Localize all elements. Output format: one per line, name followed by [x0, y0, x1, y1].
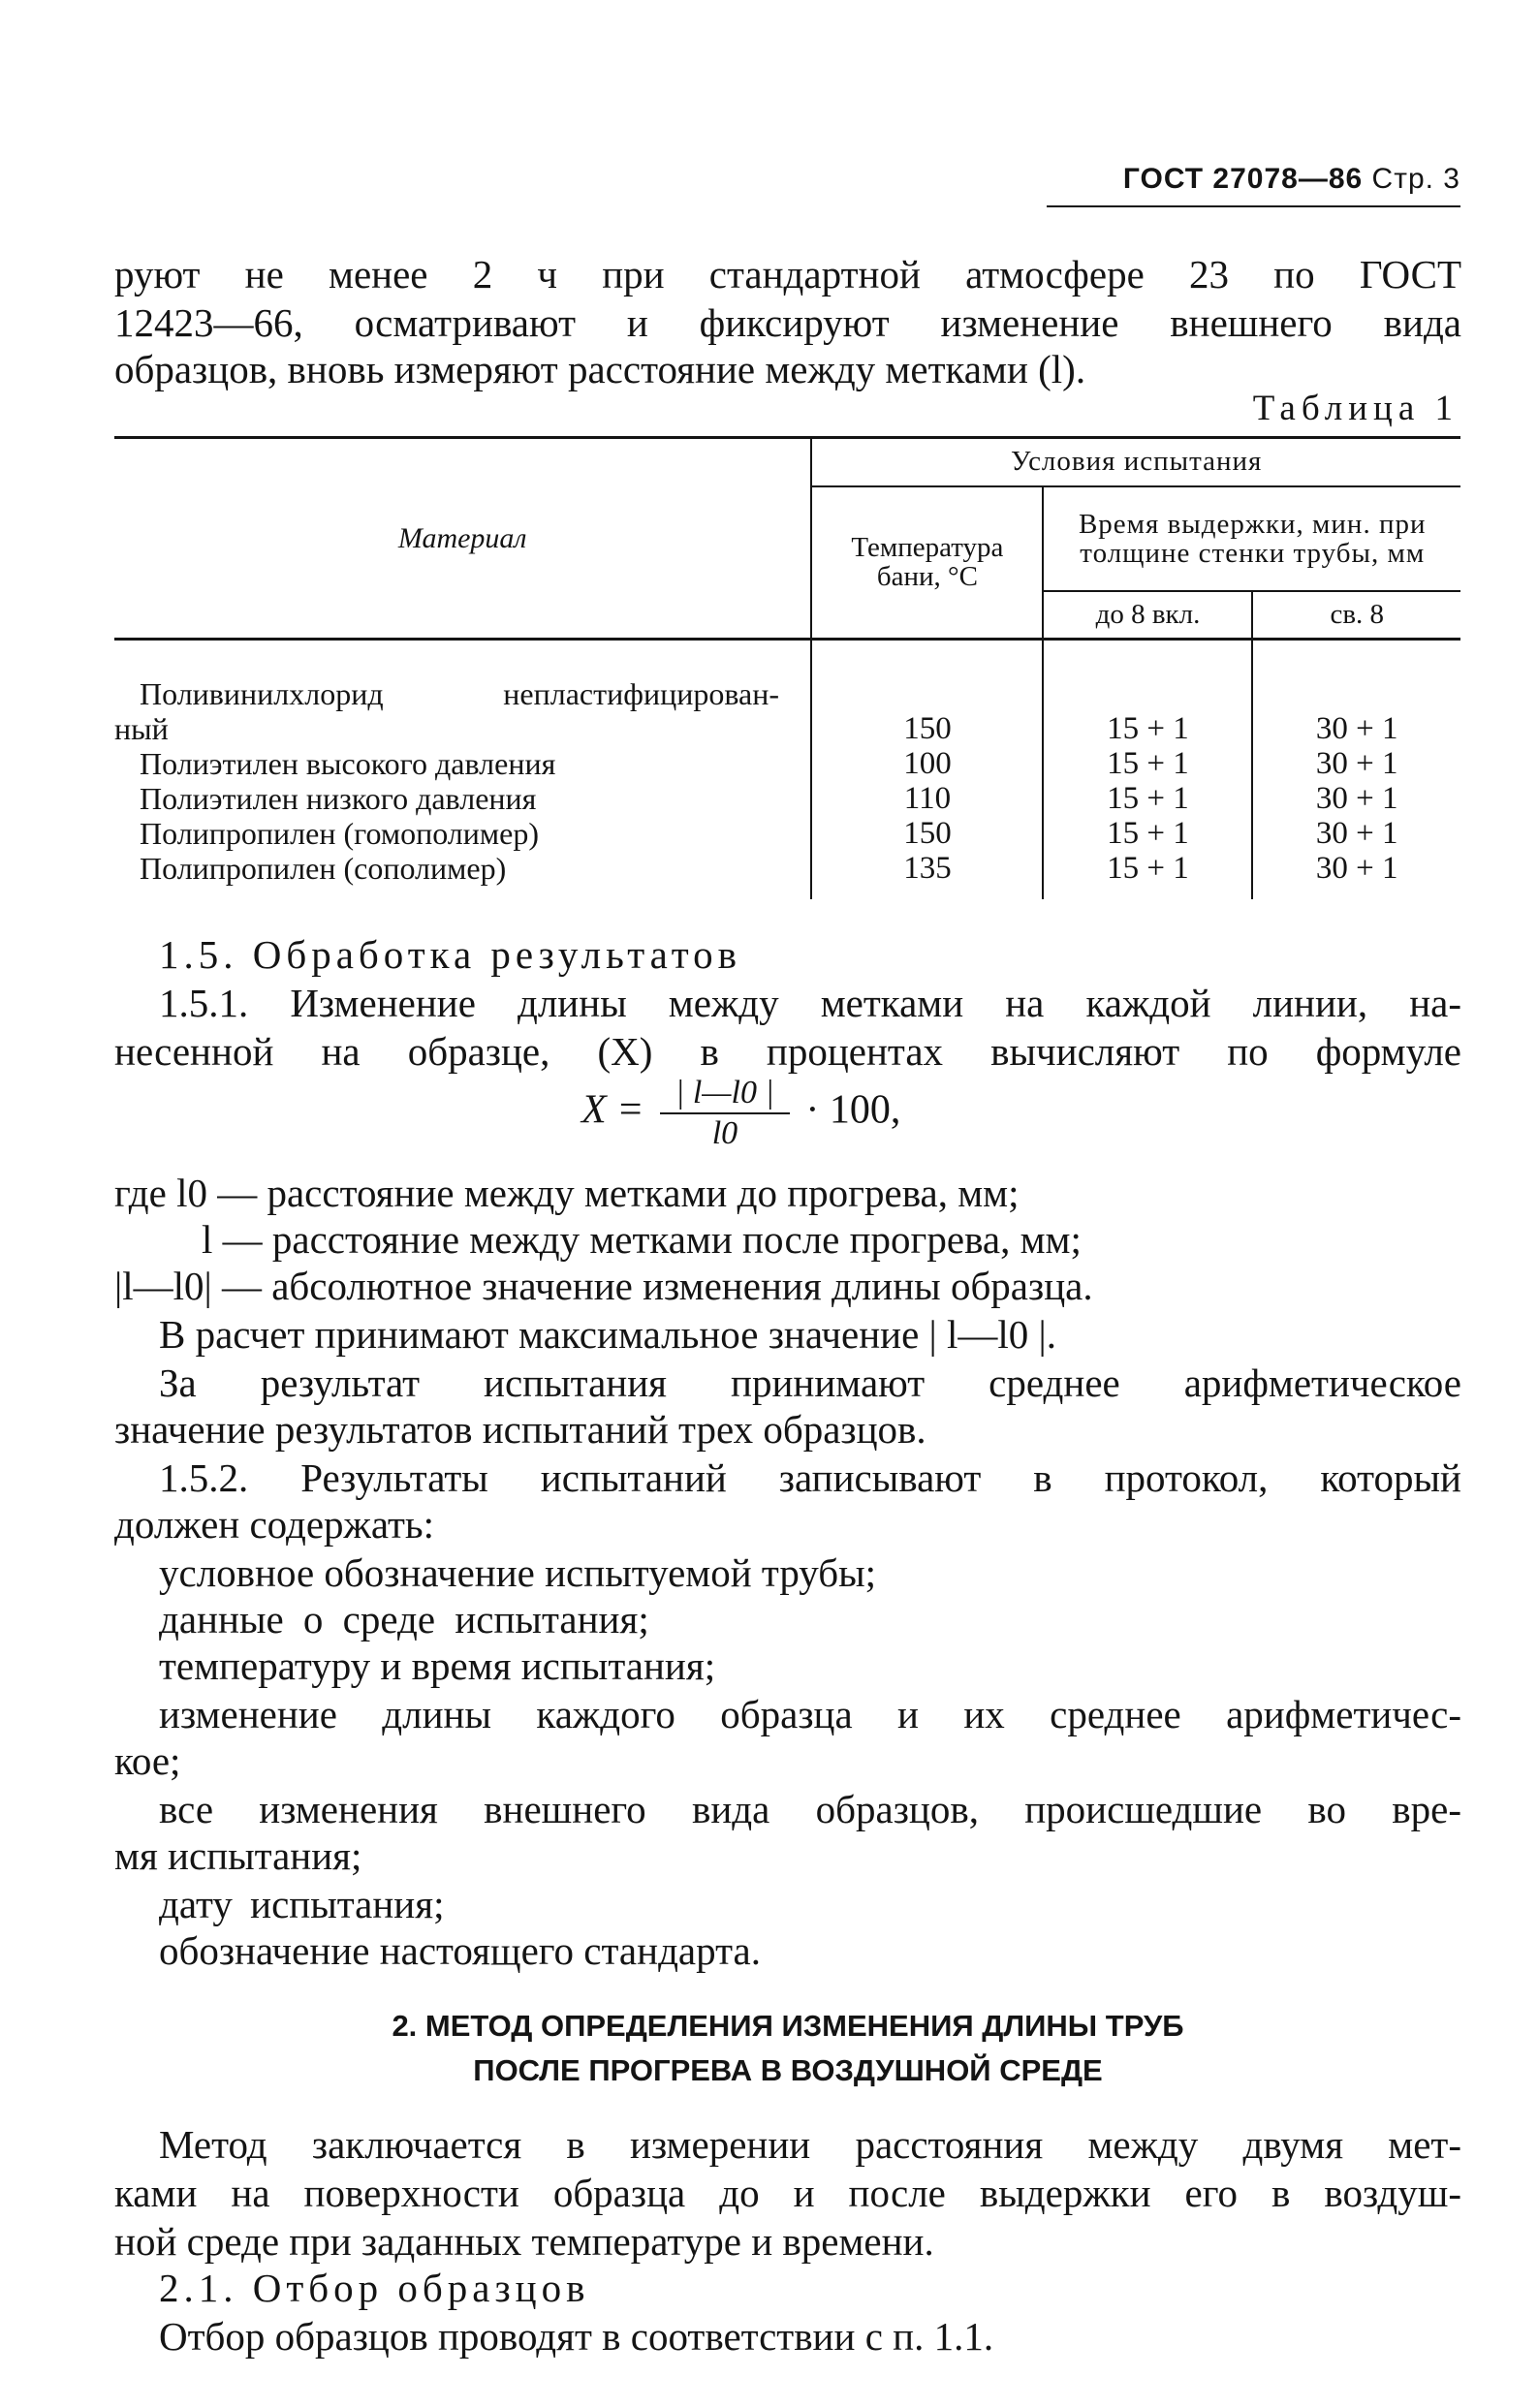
- table-row-material: Полипропилен (гомополимер): [140, 815, 539, 851]
- table-cell-over8: 30 + 1: [1252, 659, 1460, 746]
- formula-numerator: | l—l0 |: [660, 1074, 790, 1114]
- table-cell-upto8: 15 + 1: [1043, 781, 1252, 816]
- list-item-5-line-2: мя испытания;: [114, 1833, 362, 1878]
- section-1-5-heading: 1.5. Обработка результатов: [159, 932, 742, 977]
- para-1-5-2-line-1: 1.5.2. Результаты испытаний записывают в протокол, который: [159, 1455, 1461, 1500]
- section-2-title-line-1: 2. МЕТОД ОПРЕДЕЛЕНИЯ ИЗМЕНЕНИЯ ДЛИНЫ ТРУБ: [392, 2009, 1184, 2043]
- intro-line-2: 12423—66, осматривают и фиксируют изменение внешнего вида: [114, 300, 1461, 345]
- where-line-2: l — расстояние между метками после прогрева, мм;: [202, 1217, 1082, 1262]
- col-upto8-header: до 8 вкл.: [1043, 591, 1252, 640]
- list-item-7: обозначение настоящего стандарта.: [159, 1928, 761, 1973]
- section-2-para-line-2: ками на поверхности образца до и после выдержки его в воздуш-: [114, 2171, 1461, 2215]
- table-cell-over8: 30 + 1: [1252, 746, 1460, 781]
- test-conditions-table: [114, 436, 1460, 899]
- table-row-material: Полиэтилен низкого давления: [140, 780, 537, 816]
- para-1-5-1-line-2: несенной на образце, (X) в процентах вычисляют по формуле: [114, 1029, 1461, 1074]
- table-cell-temp: 150: [811, 659, 1043, 746]
- table-cell-temp: 135: [811, 851, 1043, 886]
- table-cell-temp: 150: [811, 816, 1043, 851]
- table-cell-over8: 30 + 1: [1252, 816, 1460, 851]
- page-header: [1123, 163, 1460, 196]
- col-over8-header: св. 8: [1252, 591, 1460, 640]
- header-standard: ГОСТ 27078—86: [1122, 163, 1364, 195]
- col-material-header: Материал: [114, 438, 811, 640]
- section-2-1-text: Отбор образцов проводят в соответствии с п. 1.1.: [159, 2314, 994, 2359]
- intro-line-3: образцов, вновь измеряют расстояние между метками (l).: [114, 347, 1086, 391]
- list-item-3: температуру и время испытания;: [159, 1643, 716, 1688]
- section-2-para-line-1: Метод заключается в измерении расстояния между двумя мет-: [159, 2122, 1461, 2167]
- where-line-3: |l—l0| — абсолютное значение изменения длины образца.: [114, 1264, 1093, 1308]
- table-row-material: Полипропилен (сополимер): [140, 850, 507, 886]
- table-cell-upto8: 15 + 1: [1043, 659, 1252, 746]
- table-caption: Таблица 1: [1252, 389, 1459, 428]
- header-page: Стр. 3: [1371, 163, 1460, 195]
- table-cell-over8: 30 + 1: [1252, 851, 1460, 886]
- table-cell-upto8: 15 + 1: [1043, 816, 1252, 851]
- where-line-1: где l0 — расстояние между метками до прогрева, мм;: [114, 1171, 1020, 1215]
- list-item-1: условное обозначение испытуемой трубы;: [159, 1550, 877, 1595]
- section-2-1-heading: 2.1. Отбор образцов: [159, 2266, 590, 2310]
- table-cell-upto8: 15 + 1: [1043, 746, 1252, 781]
- max-value-line: В расчет принимают максимальное значение | l—l0 |.: [159, 1312, 1057, 1357]
- formula: [581, 1074, 900, 1153]
- list-item-4-line-2: кое;: [114, 1738, 181, 1783]
- formula-fraction: [660, 1074, 790, 1153]
- header-rule: [1047, 205, 1460, 207]
- table-cell-temp: 100: [811, 746, 1043, 781]
- para-1-5-1-line-1: 1.5.1. Изменение длины между метками на каждой линии, на-: [159, 981, 1461, 1025]
- table-cell-upto8: 15 + 1: [1043, 851, 1252, 886]
- para-1-5-2-line-2: должен содержать:: [114, 1502, 435, 1547]
- result-line-2: значение результатов испытаний трех образцов.: [114, 1407, 926, 1452]
- formula-denominator: l0: [711, 1115, 738, 1151]
- col-temp-header: Температура бани, °С: [811, 486, 1043, 640]
- col-conditions-header: Условия испытания: [811, 438, 1460, 486]
- list-item-2: данные о среде испытания;: [159, 1597, 649, 1642]
- table-cell-temp: 110: [811, 781, 1043, 816]
- result-line-1: За результат испытания принимают среднее арифметическое: [159, 1360, 1461, 1405]
- formula-tail: · 100,: [805, 1087, 901, 1133]
- table-cell-over8: 30 + 1: [1252, 781, 1460, 816]
- list-item-6: дату испытания;: [159, 1882, 445, 1926]
- list-item-4-line-1: изменение длины каждого образца и их среднее арифметичес-: [159, 1692, 1461, 1736]
- table-row-material: Поливинилхлорид непластифицирован- ный: [114, 675, 779, 746]
- formula-lhs: X =: [581, 1087, 644, 1133]
- list-item-5-line-1: все изменения внешнего вида образцов, происшедшие во вре-: [159, 1787, 1461, 1831]
- table-row-material: Полиэтилен высокого давления: [140, 745, 556, 781]
- section-2-title-line-2: ПОСЛЕ ПРОГРЕВА В ВОЗДУШНОЙ СРЕДЕ: [473, 2053, 1103, 2087]
- col-time-header: Время выдержки, мин. при толщине стенки трубы, мм: [1043, 486, 1460, 591]
- section-2-para-line-3: ной среде при заданных температуре и времени.: [114, 2219, 934, 2264]
- intro-line-1: руют не менее 2 ч при стандартной атмосфере 23 по ГОСТ: [114, 252, 1461, 297]
